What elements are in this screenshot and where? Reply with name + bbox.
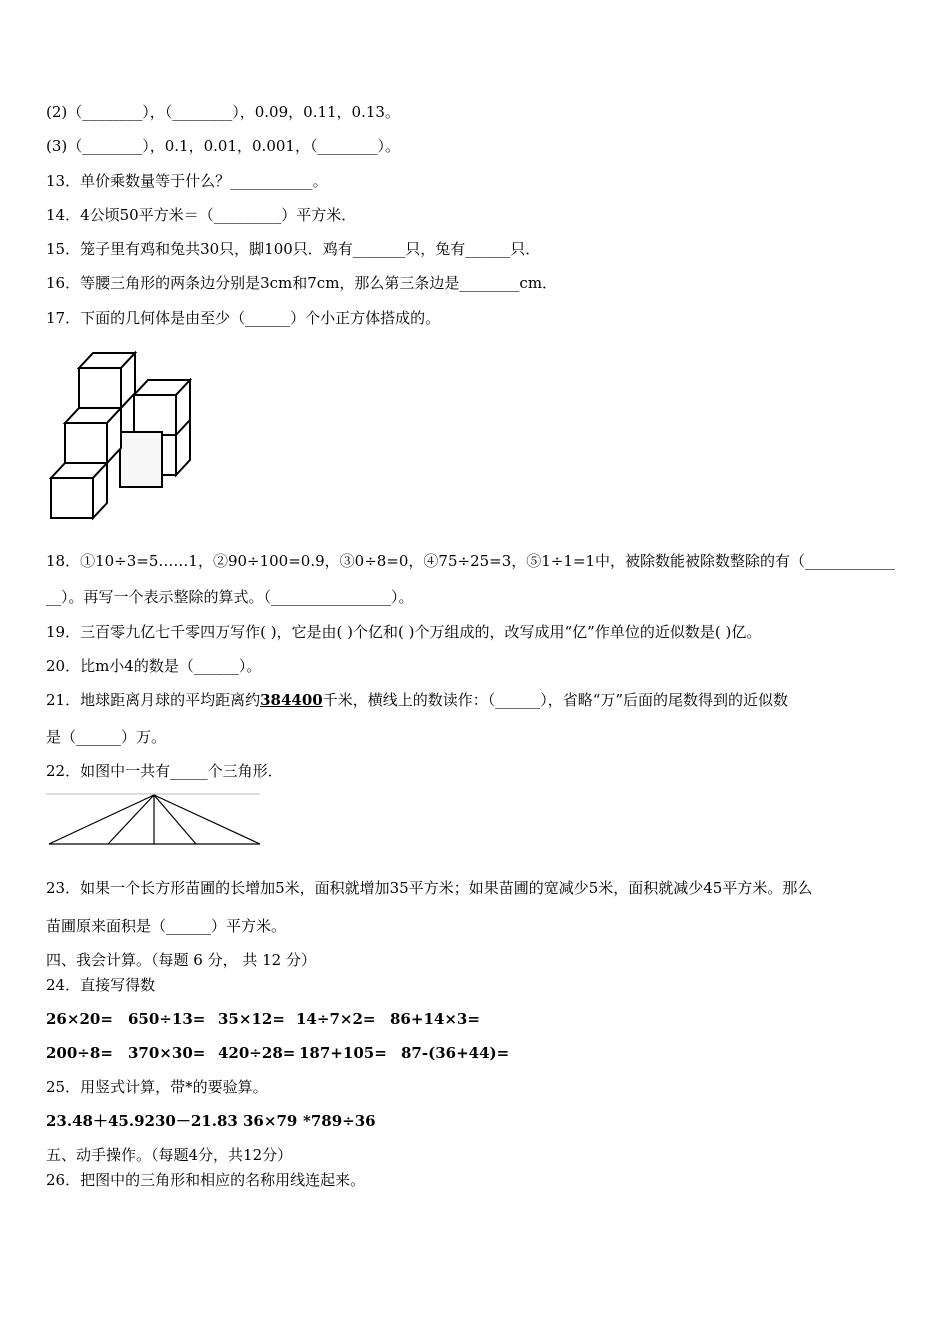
calc-1-1: 26×20= <box>46 1010 113 1028</box>
question-25: 25．用竖式计算，带*的要验算。 <box>46 1078 268 1096</box>
calc-1-4: 14÷7×2= <box>296 1010 376 1028</box>
calc-2-5: 87-(36+44)= <box>401 1044 510 1062</box>
vertical-calc-4: *789÷36 <box>303 1112 376 1130</box>
calc-1-3: 35×12= <box>218 1010 285 1028</box>
calc-2-4: 187+105= <box>299 1044 387 1062</box>
question-3-blanks: (3)（________），0.1，0.01，0.001，（________）。 <box>46 137 400 155</box>
vertical-calc-2: 30－21.83 <box>155 1112 238 1130</box>
section-5-heading: 五、动手操作。（每题4分，共12分） <box>46 1146 293 1164</box>
question-18-line-1: 18．①10÷3=5……1，②90÷100=0.9，③0÷8=0，④75÷25=3，⑤1÷1=1中，被除数能被除数整除的有（____________ <box>46 552 896 570</box>
question-13: 13．单价乘数量等于什么？___________。 <box>46 172 328 190</box>
question-23-line-1: 23．如果一个长方形苗圃的长增加5米，面积就增加35平方米；如果苗圃的宽减少5米，面积就减少45平方米。那么 <box>46 879 813 897</box>
vertical-calc-3: 36×79 <box>243 1112 298 1130</box>
question-15: 15．笼子里有鸡和兔共30只，脚100只．鸡有_______只，兔有______只． <box>46 240 541 258</box>
calc-2-3: 420÷28= <box>218 1044 296 1062</box>
calc-1-5: 86+14×3= <box>390 1010 480 1028</box>
question-14: 14．4公顷50平方米＝（_________）平方米． <box>46 206 357 224</box>
calc-2-1: 200÷8= <box>46 1044 113 1062</box>
question-18-line-2: __）。再写一个表示整除的算式。（________________）。 <box>46 588 414 606</box>
triangle-fan-figure <box>46 790 266 850</box>
underlined-distance-number: 384400 <box>260 691 323 709</box>
question-19: 19．三百零九亿七千零四万写作( )，它是由( )个亿和( )个万组成的，改写成用“亿”作单位的近似数是( )亿。 <box>46 623 762 641</box>
question-16: 16．等腰三角形的两条边分别是3cm和7cm，那么第三条边是________cm． <box>46 274 558 292</box>
calc-1-2: 650÷13= <box>128 1010 206 1028</box>
question-17: 17．下面的几何体是由至少（______）个小正方体搭成的。 <box>46 309 441 327</box>
calc-2-2: 370×30= <box>128 1044 206 1062</box>
question-21-line-2: 是（______）万。 <box>46 728 167 746</box>
question-21-line-1 <box>46 690 788 710</box>
question-20: 20．比m小4的数是（______）。 <box>46 657 262 675</box>
question-22: 22．如图中一共有_____个三角形． <box>46 762 283 780</box>
cube-stack-figure <box>46 350 196 525</box>
question-24: 24．直接写得数 <box>46 976 156 994</box>
section-4-heading: 四、我会计算。（每题 6 分， 共 12 分） <box>46 951 316 969</box>
question-21-text-before: 21．地球距离月球的平均距离约 <box>46 691 261 709</box>
question-23-line-2: 苗圃原来面积是（______）平方米。 <box>46 917 287 935</box>
vertical-calc-1: 23.48＋45.92 <box>46 1112 155 1130</box>
question-26: 26．把图中的三角形和相应的名称用线连起来。 <box>46 1171 366 1189</box>
question-2-blanks: (2)（________），（________），0.09，0.11，0.13。 <box>46 103 400 121</box>
question-21-text-after: 千米，横线上的数读作：（______），省略“万”后面的尾数得到的近似数 <box>322 691 789 709</box>
